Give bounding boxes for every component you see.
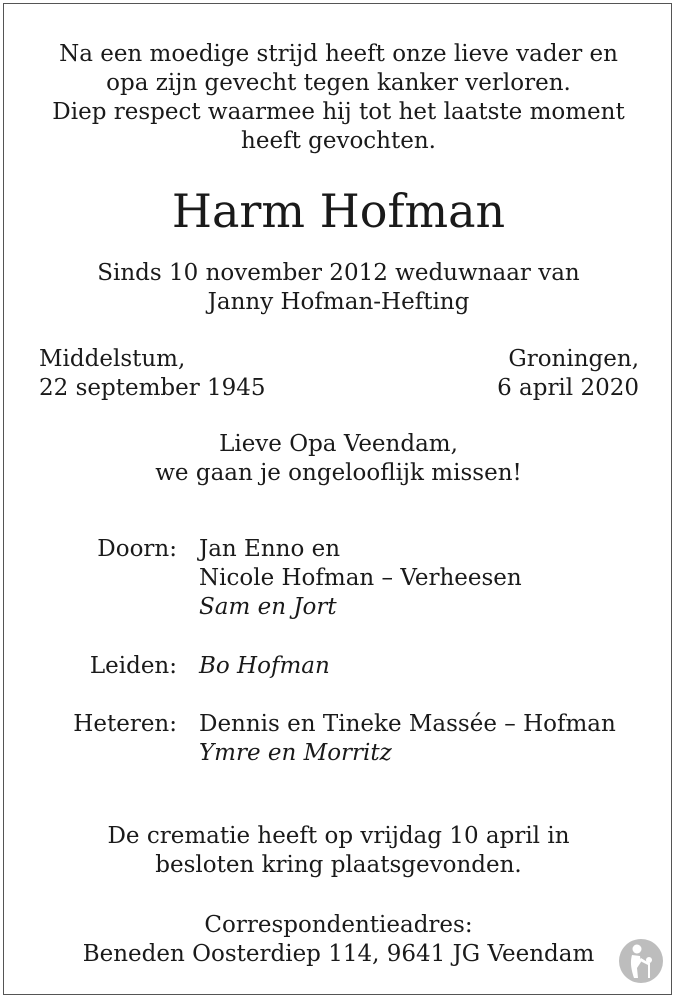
family-line: Jan Enno en bbox=[199, 536, 341, 562]
farewell-line: we gaan je ongelooflijk missen! bbox=[155, 460, 522, 486]
deceased-name: Harm Hofman bbox=[171, 184, 506, 238]
cremation-line: besloten kring plaatsgevonden. bbox=[155, 852, 522, 878]
family-label-heteren: Heteren: bbox=[73, 711, 177, 737]
family-label-leiden: Leiden: bbox=[89, 653, 177, 679]
widower-line: Sinds 10 november 2012 weduwnaar van bbox=[97, 260, 580, 286]
death-place: Groningen, bbox=[508, 346, 639, 372]
family-names-leiden bbox=[199, 652, 330, 681]
cremation-line: De crematie heeft op vrijdag 10 april in bbox=[107, 823, 570, 849]
correspondence-label: Correspondentieadres: bbox=[204, 912, 473, 938]
intro-line: heeft gevochten. bbox=[241, 128, 436, 154]
family-names-doorn bbox=[199, 535, 522, 622]
grandchildren: Sam en Jort bbox=[199, 594, 337, 620]
family-line: Nicole Hofman – Verheesen bbox=[199, 565, 522, 591]
birth-info bbox=[39, 345, 266, 403]
death-info bbox=[497, 345, 639, 403]
family-label-doorn: Doorn: bbox=[97, 536, 177, 562]
correspondence-address: Beneden Oosterdiep 114, 9641 JG Veendam bbox=[82, 941, 595, 967]
farewell-line: Lieve Opa Veendam, bbox=[219, 431, 458, 457]
correspondence-text bbox=[0, 911, 677, 969]
intro-text bbox=[0, 40, 677, 156]
memorial-figure-icon bbox=[618, 938, 664, 984]
widower-line: Janny Hofman-Hefting bbox=[207, 289, 470, 315]
widower-text bbox=[0, 259, 677, 317]
death-date: 6 april 2020 bbox=[497, 375, 639, 401]
intro-line: Na een moedige strijd heeft onze lieve vader en bbox=[59, 41, 618, 67]
intro-line: Diep respect waarmee hij tot het laatste moment bbox=[52, 99, 625, 125]
family-names-heteren bbox=[199, 710, 616, 768]
grandchildren: Ymre en Morritz bbox=[199, 740, 392, 766]
farewell-text bbox=[0, 430, 677, 488]
cremation-text bbox=[0, 822, 677, 880]
birth-date: 22 september 1945 bbox=[39, 375, 266, 401]
grandchildren: Bo Hofman bbox=[199, 653, 330, 679]
intro-line: opa zijn gevecht tegen kanker verloren. bbox=[106, 70, 571, 96]
family-line: Dennis en Tineke Massée – Hofman bbox=[199, 711, 616, 737]
birth-place: Middelstum, bbox=[39, 346, 186, 372]
